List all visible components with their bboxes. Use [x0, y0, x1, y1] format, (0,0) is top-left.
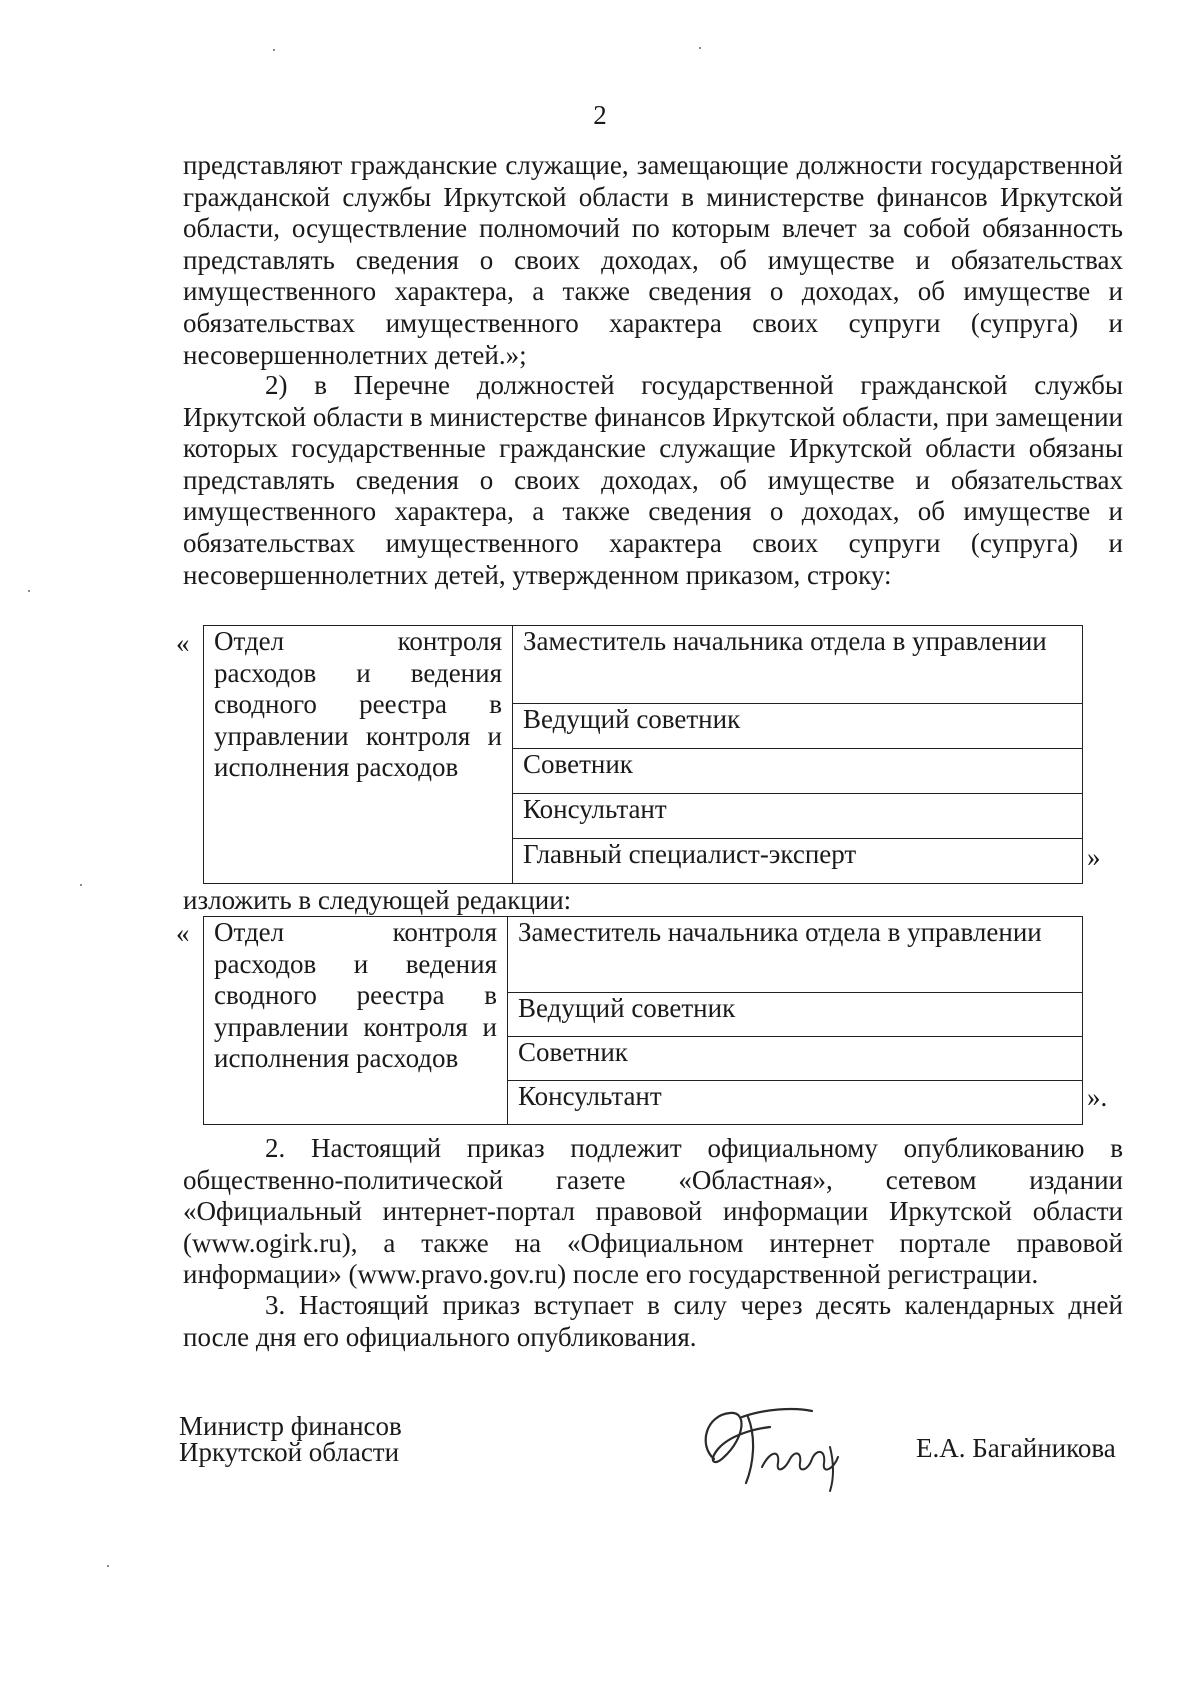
- position-cell-old: Ведущий советник: [513, 704, 1083, 749]
- signatory-name: Е.А. Багайникова: [916, 1433, 1116, 1463]
- signatory-title-line2: Иркутской области: [179, 1437, 400, 1467]
- paragraph-new-edition: изложить в следующей редакции:: [183, 885, 572, 915]
- scan-speck: [80, 884, 82, 886]
- position-cell-new: Ведущий советник: [508, 993, 1083, 1037]
- scan-speck: [107, 1565, 109, 1567]
- page-number: 2: [593, 100, 607, 130]
- paragraph-item-2-publication: 2. Настоящий приказ подлежит официальному опубликованию в общественно-политической газете «Областная», сетевом издании «Официальный интернет-портал правовой информации Иркутской области (www.ogirk.ru), а также на «Официальном интернет портале правовой информации» (www.pravo.gov.ru) после его государственной регистрации.: [183, 1133, 1123, 1290]
- paragraph-item-2: 2) в Перечне должностей государственной гражданской службы Иркутской области в министерстве финансов Иркутской области, при замещении которых государственные гражданские служащие Иркутской области обязаны представлять сведения о своих доходах, об имуществе и обязательствах имущественного характера, а также сведения о доходах, об имуществе и обязательствах имущественного характера своих супруги (супруга) и несовершеннолетних детей, утвержденном приказом, строку:: [183, 370, 1123, 590]
- scan-speck: [28, 590, 30, 592]
- position-cell-new: Консультант: [508, 1081, 1083, 1125]
- scan-speck: [699, 47, 701, 49]
- close-quote-old: »: [1087, 842, 1101, 872]
- handwritten-signature: [684, 1387, 864, 1497]
- position-cell-old: Главный специалист-эксперт: [513, 839, 1083, 884]
- signatory-title: [179, 1413, 402, 1465]
- position-cell-old: Советник: [513, 749, 1083, 794]
- department-cell-new: Отдел контроля расходов и ведения сводного реестра в управлении контроля и исполнения расходов: [204, 917, 508, 1125]
- signatory-title-line1: Министр финансов: [179, 1411, 402, 1441]
- position-cell-new: Советник: [508, 1037, 1083, 1081]
- position-cell-new: Заместитель начальника отдела в управлении: [508, 917, 1083, 993]
- scan-speck: [273, 49, 275, 51]
- paragraph-continuation: представляют гражданские служащие, замещающие должности государственной гражданской службы Иркутской области в министерстве финансов Иркутской области, осуществление полномочий по которым влечет за собой обязанность представлять сведения о своих доходах, об имуществе и обязательствах имущественного характера, а также сведения о доходах, об имуществе и обязательствах имущественного характера своих супруги (супруга) и несовершеннолетних детей.»;: [183, 150, 1123, 370]
- close-quote-new: ».: [1087, 1082, 1108, 1112]
- positions-table-old: [203, 625, 1083, 884]
- open-quote-new: «: [176, 918, 190, 948]
- positions-table-new: [203, 916, 1083, 1125]
- position-cell-old: Консультант: [513, 794, 1083, 839]
- department-cell-old: Отдел контроля расходов и ведения сводного реестра в управлении контроля и исполнения расходов: [204, 626, 513, 884]
- paragraph-item-3-effective: 3. Настоящий приказ вступает в силу через десять календарных дней после дня его официального опубликования.: [183, 1290, 1123, 1352]
- position-cell-old: Заместитель начальника отдела в управлении: [513, 626, 1083, 704]
- open-quote-old: «: [176, 628, 190, 658]
